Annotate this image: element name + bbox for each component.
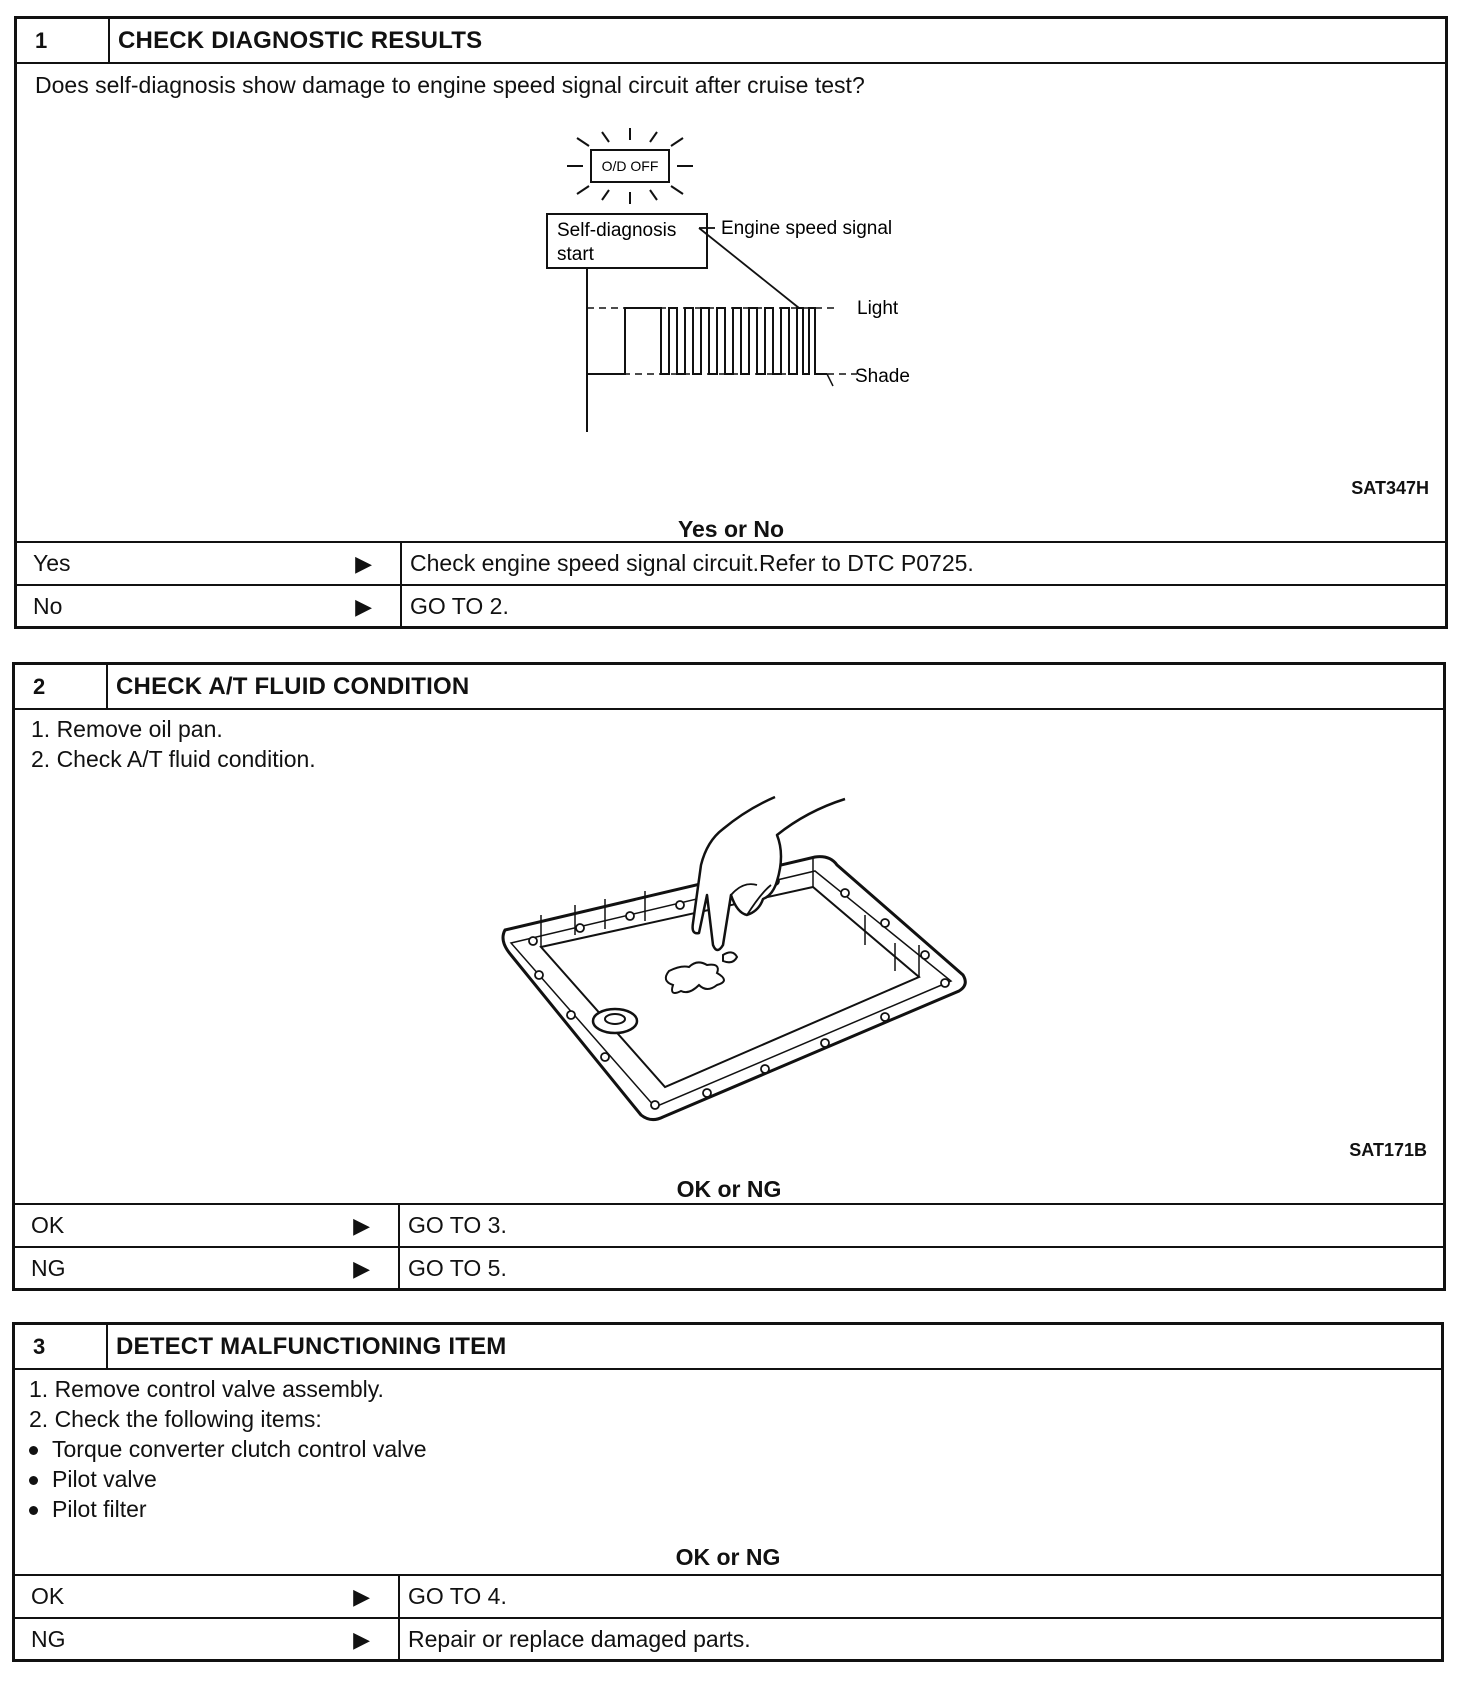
figure-code: SAT171B — [1349, 1140, 1427, 1160]
instruction-line: 2. Check A/T fluid condition. — [31, 746, 316, 772]
answer-label: No — [33, 593, 63, 619]
arrow-icon: ▶ — [353, 1212, 370, 1238]
answer-row-ng — [15, 1246, 1443, 1289]
answer-row-yes — [17, 541, 1445, 584]
step-number: 3 — [15, 1325, 108, 1368]
arrow-icon: ▶ — [353, 1626, 370, 1652]
bullet-icon — [29, 1476, 38, 1485]
engine-speed-signal-label: Engine speed signal — [721, 218, 893, 239]
answer-label: NG — [31, 1626, 66, 1652]
bullet-item: Pilot filter — [29, 1496, 147, 1523]
bullet-item: Pilot valve — [29, 1466, 157, 1493]
arrow-icon: ▶ — [355, 593, 372, 619]
step-1-box — [14, 16, 1448, 629]
answer-row-no — [17, 584, 1445, 627]
step-3-header — [15, 1325, 1441, 1370]
instruction-line: 2. Check the following items: — [29, 1406, 322, 1432]
step-title: DETECT MALFUNCTIONING ITEM — [116, 1332, 507, 1360]
step-3-box — [12, 1322, 1444, 1662]
bullet-icon — [29, 1446, 38, 1455]
arrow-icon: ▶ — [355, 550, 372, 576]
step-3-body — [15, 1370, 1441, 1574]
step-1-body — [17, 64, 1445, 541]
arrow-icon: ▶ — [353, 1255, 370, 1281]
step-title: CHECK DIAGNOSTIC RESULTS — [118, 26, 483, 54]
step-2-header — [15, 665, 1443, 710]
decision-label: OK or NG — [676, 1176, 782, 1202]
step-number: 1 — [17, 19, 110, 62]
step-title: CHECK A/T FLUID CONDITION — [116, 672, 470, 700]
shade-label: Shade — [855, 366, 910, 387]
step-1-header — [17, 19, 1445, 64]
engine-speed-signal-diagram — [537, 124, 1037, 444]
figure-code: SAT347H — [1351, 478, 1429, 498]
signal-pointer — [699, 228, 799, 308]
result-text: GO TO 3. — [408, 1212, 507, 1238]
answer-label: NG — [31, 1255, 66, 1281]
od-off-label: O/D OFF — [601, 158, 659, 174]
result-text: Check engine speed signal circuit.Refer to DTC P0725. — [410, 550, 974, 576]
answer-row-ok — [15, 1574, 1441, 1617]
oil-pan-illustration — [485, 795, 1005, 1135]
start-label: start — [557, 244, 594, 265]
answer-label: OK — [31, 1583, 65, 1609]
result-text: Repair or replace damaged parts. — [408, 1626, 751, 1652]
light-label: Light — [857, 298, 899, 319]
step-2-body — [15, 710, 1443, 1203]
result-text: GO TO 2. — [410, 593, 509, 619]
step-2-box — [12, 662, 1446, 1291]
answer-label: OK — [31, 1212, 65, 1238]
step-question: Does self-diagnosis show damage to engine speed signal circuit after cruise test? — [35, 72, 865, 98]
answer-label: Yes — [33, 550, 71, 576]
self-diagnosis-label: Self-diagnosis — [557, 220, 677, 241]
signal-waveform — [587, 308, 827, 374]
decision-label: OK or NG — [675, 1544, 781, 1570]
answer-row-ok — [15, 1203, 1443, 1246]
answer-row-ng — [15, 1617, 1441, 1660]
instruction-line: 1. Remove control valve assembly. — [29, 1376, 384, 1402]
step-number: 2 — [15, 665, 108, 708]
bullet-item: Torque converter clutch control valve — [29, 1436, 427, 1463]
instruction-line: 1. Remove oil pan. — [31, 716, 223, 742]
bullet-icon — [29, 1506, 38, 1515]
result-text: GO TO 4. — [408, 1583, 507, 1609]
arrow-icon: ▶ — [353, 1583, 370, 1609]
result-text: GO TO 5. — [408, 1255, 507, 1281]
decision-label: Yes or No — [677, 516, 785, 542]
